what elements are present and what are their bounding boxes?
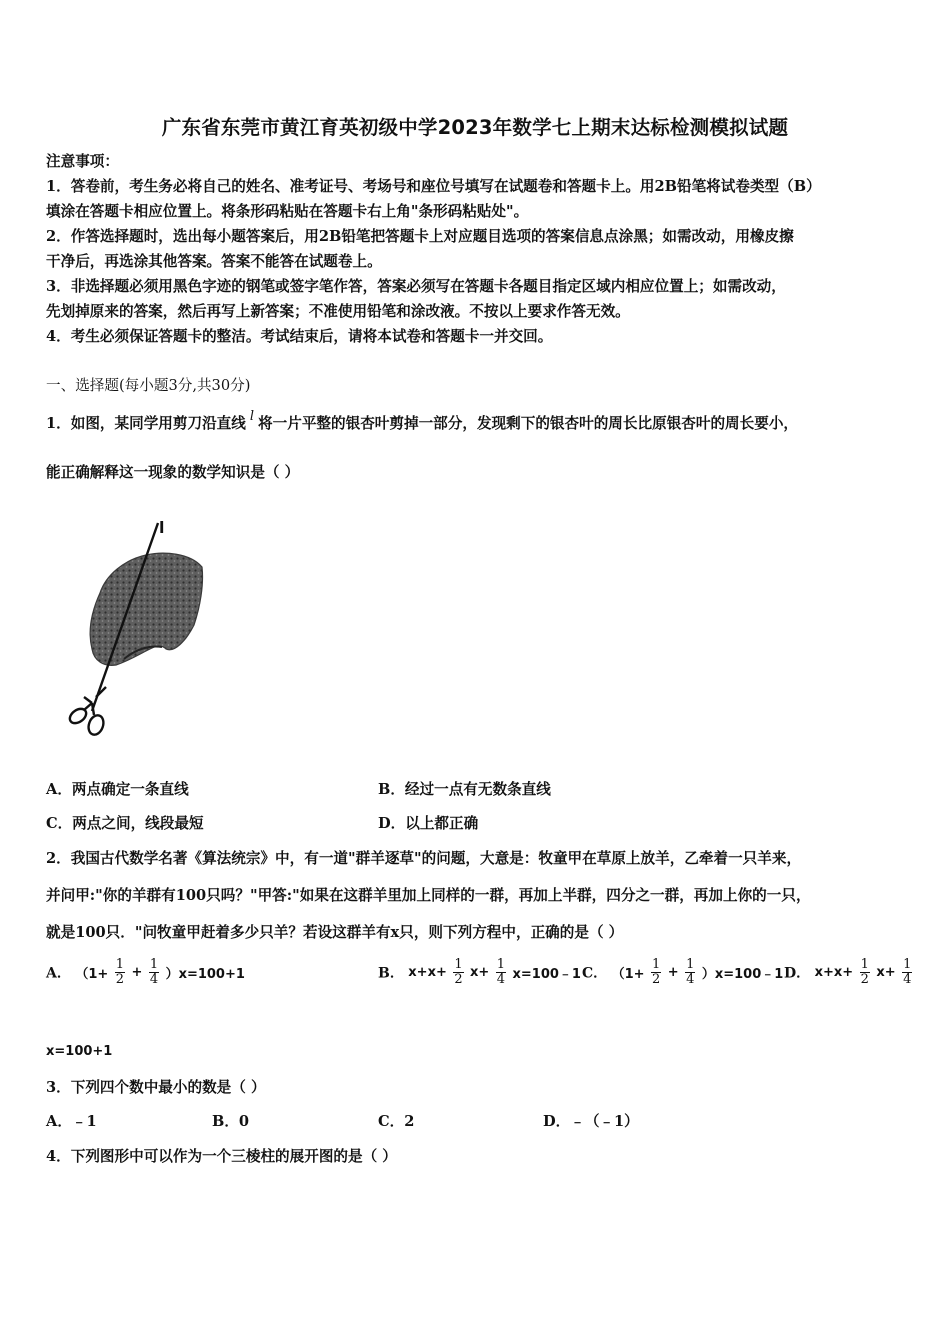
fraction-half (115, 958, 125, 987)
notice-line-6: 先划掉原来的答案，然后再写上新答案；不准使用铅笔和涂改液。不按以上要求作答无效。 (46, 303, 630, 320)
q2-option-a-mid: + (131, 965, 143, 980)
frac-num: 1 (454, 957, 463, 972)
frac-den: 4 (149, 972, 159, 987)
notice-line-7: 4．考生必须保证答题卡的整洁。考试结束后，请将本试卷和答题卡一并交回。 (46, 328, 553, 345)
frac-num: 1 (652, 957, 661, 972)
q2-option-d-mid: x+ (876, 965, 896, 980)
q2-line3: 就是100只．"问牧童甲赶着多少只羊？若设这群羊有x只，则下列方程中，正确的是（ ） (46, 924, 624, 941)
q2-option-c-mid: + (667, 965, 679, 980)
fraction-quarter (496, 958, 506, 987)
q3-option-c[interactable]: C．2 (378, 1113, 415, 1130)
q1-option-c[interactable]: C．两点之间，线段最短 (46, 815, 204, 832)
q1-option-d[interactable]: D．以上都正确 (378, 815, 479, 832)
notice-line-4: 干净后，再选涂其他答案。答案不能答在试题卷上。 (46, 253, 382, 270)
q1-line1-b: 将一片平整的银杏叶剪掉一部分，发现剩下的银杏叶的周长比原银杏叶的周长要小， (258, 415, 799, 432)
q2-option-c-post: ）x=100﹣1 (701, 967, 784, 982)
frac-num: 1 (496, 957, 506, 972)
q2-option-b[interactable] (378, 958, 581, 987)
notice-heading: 注意事项： (46, 153, 119, 170)
q2-option-b-pre: x+x+ (408, 965, 447, 980)
q1-option-b[interactable]: B．经过一点有无数条直线 (378, 781, 551, 798)
notice-line-1: 1．答卷前，考生务必将自己的姓名、准考证号、考场号和座位号填写在试题卷和答题卡上。用2B铅笔将试卷类型（B） (46, 178, 821, 195)
q2-option-d-label: D． (784, 965, 811, 982)
fraction-half (860, 958, 870, 987)
frac-num: 1 (860, 957, 869, 972)
q2-option-b-post: x=100﹣1 (512, 967, 581, 982)
frac-den: 2 (652, 972, 661, 987)
q2-option-b-label: B． (378, 965, 404, 982)
q2-option-d[interactable] (784, 958, 914, 987)
q3-line: 3．下列四个数中最小的数是（ ） (46, 1079, 266, 1096)
ginkgo-leaf (90, 553, 202, 665)
fraction-half (651, 958, 661, 987)
frac-den: 4 (686, 972, 695, 987)
notice-line-2: 填涂在答题卡相应位置上。将条形码粘贴在答题卡右上角"条形码粘贴处"。 (46, 203, 529, 220)
fraction-quarter (902, 958, 912, 987)
frac-den: 2 (860, 972, 869, 987)
q3-option-b[interactable]: B．0 (212, 1113, 250, 1130)
scissors-icon (67, 687, 106, 737)
q2-option-b-mid: x+ (470, 965, 490, 980)
frac-num: 1 (686, 957, 695, 972)
q2-option-d-pre: x+x+ (814, 965, 854, 980)
q1-line1 (46, 409, 799, 435)
q2-option-a-pre: （1+ (75, 967, 109, 982)
q2-option-a-post: ）x=100+1 (165, 967, 245, 982)
figure-line-label: l (159, 518, 165, 537)
q4-line: 4．下列图形中可以作为一个三棱柱的展开图的是（ ） (46, 1148, 397, 1165)
section-heading: 一、选择题(每小题3分,共30分) (46, 377, 251, 394)
fraction-half (453, 958, 463, 987)
q2-option-a[interactable] (46, 958, 245, 987)
notice-line-3: 2．作答选择题时，选出每小题答案后，用2B铅笔把答题卡上对应题目选项的答案信息点涂黑；如需改动，用橡皮擦 (46, 228, 794, 245)
q3-option-a[interactable]: A．﹣1 (46, 1113, 97, 1130)
q1-line-symbol: l (249, 409, 255, 424)
ginkgo-leaf-figure (62, 515, 212, 745)
fraction-quarter (149, 958, 159, 987)
frac-num: 1 (115, 957, 125, 972)
q2-option-c-pre: （1+ (611, 967, 645, 982)
frac-den: 2 (115, 972, 125, 987)
frac-den: 4 (903, 972, 912, 987)
q1-line1-a: 1．如图，某同学用剪刀沿直线 (46, 415, 246, 432)
q2-line2: 并问甲:"你的羊群有100只吗？"甲答:"如果在这群羊里加上同样的一群，再加上半群，四分之一群，再加上你的一只， (46, 887, 811, 904)
fraction-quarter (685, 958, 695, 987)
frac-den: 4 (496, 972, 506, 987)
q1-line2: 能正确解释这一现象的数学知识是（ ） (46, 464, 300, 481)
page-title: 广东省东莞市黄江育英初级中学2023年数学七上期末达标检测模拟试题 (161, 116, 789, 139)
q2-option-d-post: x=100+1 (46, 1044, 113, 1059)
q2-option-c-label: C． (582, 965, 608, 982)
q3-option-d[interactable]: D．﹣（﹣1） (543, 1113, 639, 1130)
q2-option-a-label: A． (46, 965, 71, 982)
q2-line1: 2．我国古代数学名著《算法统宗》中，有一道"群羊逐草"的问题，大意是：牧童甲在草原上放羊，乙牵着一只羊来， (46, 850, 802, 867)
q1-option-a[interactable]: A．两点确定一条直线 (46, 781, 189, 798)
notice-line-5: 3．非选择题必须用黑色字迹的钢笔或签字笔作答，答案必须写在答题卡各题目指定区域内相应位置上；如需改动， (46, 278, 786, 295)
frac-num: 1 (903, 957, 912, 972)
frac-num: 1 (149, 957, 159, 972)
q2-option-c[interactable] (582, 958, 783, 987)
frac-den: 2 (454, 972, 463, 987)
